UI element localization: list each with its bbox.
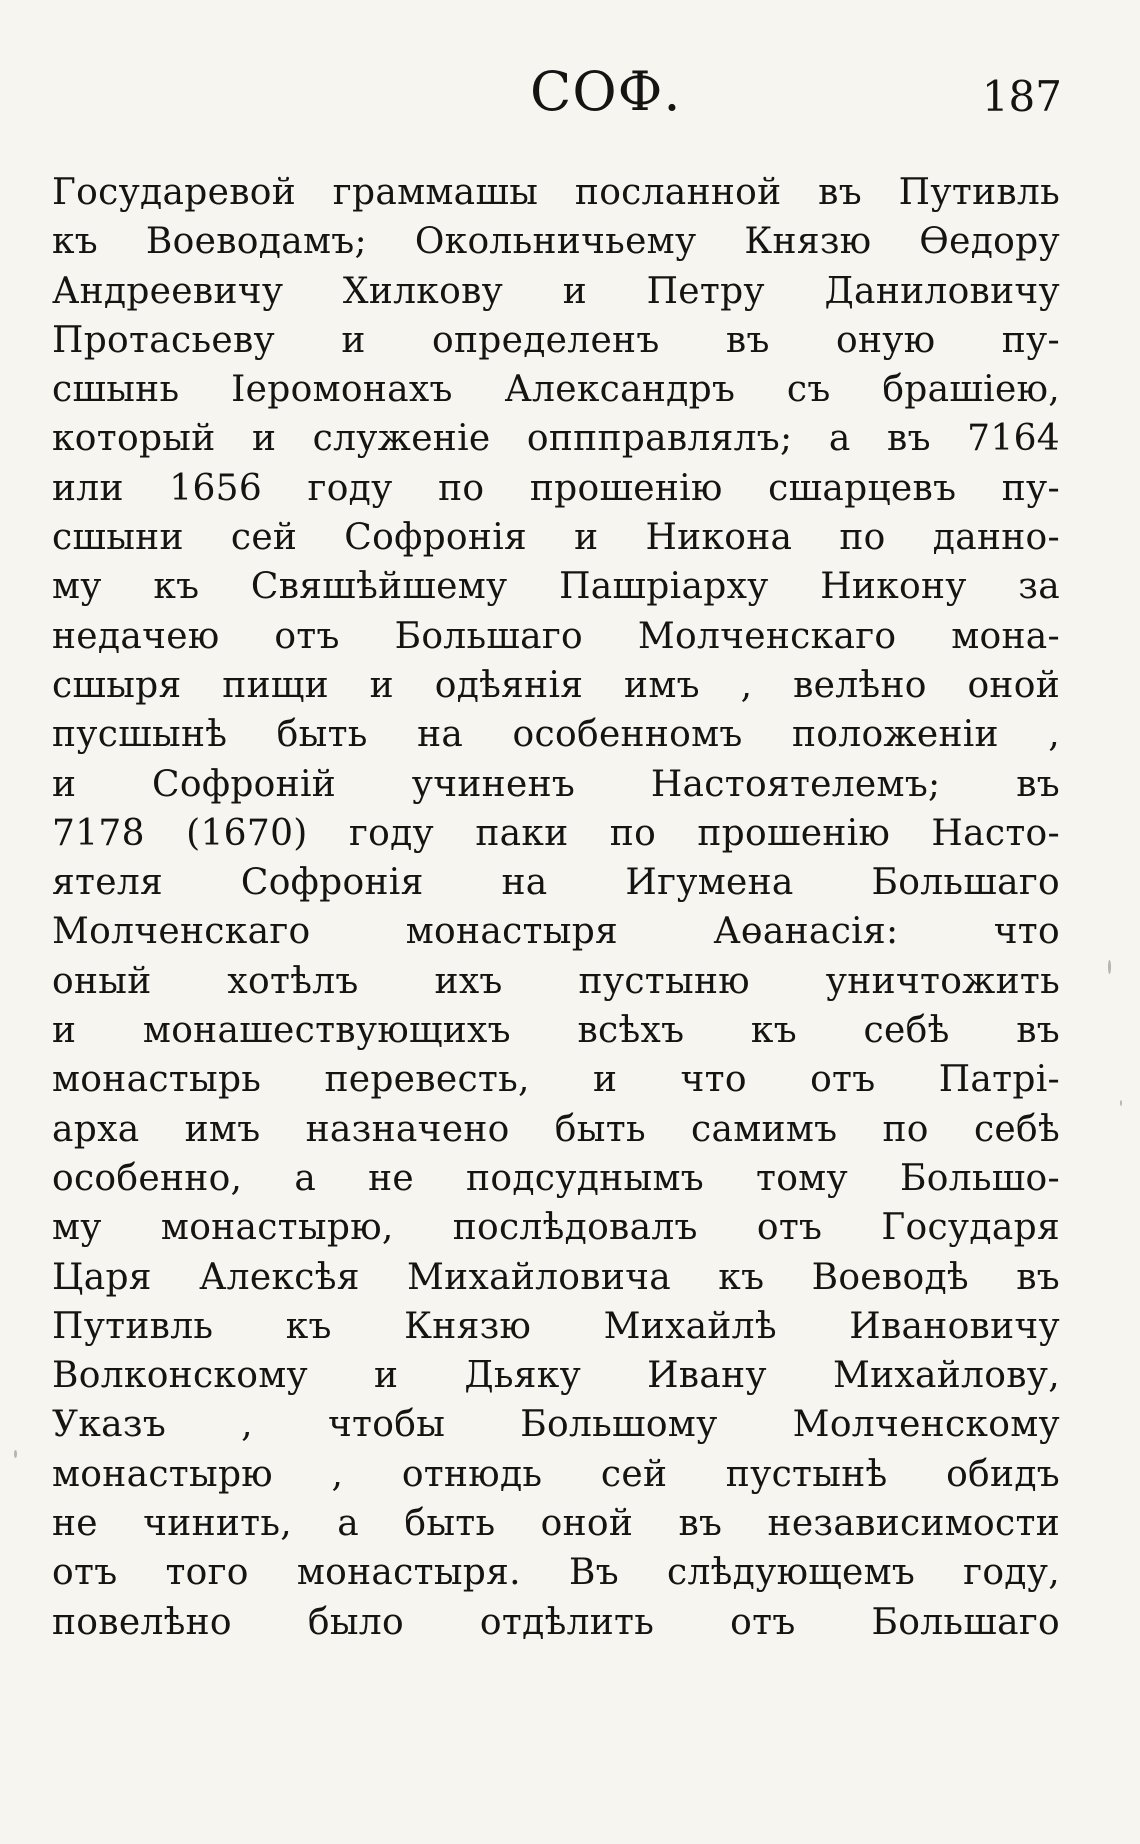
text-line: му монастырю, послѣдовалъ отъ Государя — [52, 1207, 1060, 1249]
page-number: 187 — [981, 72, 1062, 121]
text-line: му къ Свяшѣйшему Пашріарху Никону за — [52, 566, 1060, 608]
text-line: который и служеніе оппправлялъ; а въ 7164 — [52, 418, 1060, 460]
text-line: Государевой граммашы посланной въ Путивль — [52, 172, 1060, 213]
text-line: къ Воеводамъ; Окольничьему Князю Өедору — [52, 221, 1060, 263]
text-line: Волконскому и Дьяку Ивану Михайлову, — [52, 1355, 1060, 1397]
text-line: недачею отъ Большаго Молченскаго мона- — [52, 615, 1060, 657]
text-line: сшыря пищи и одѣянія имъ , велѣно оной — [52, 664, 1060, 706]
text-line: и монашествующихъ всѣхъ къ себѣ въ — [52, 1010, 1060, 1052]
text-line: монастырь перевесть, и что отъ Патрі- — [52, 1059, 1060, 1101]
text-line: ятеля Софронія на Игумена Большаго — [52, 862, 1060, 904]
text-line: сшыни сей Софронія и Никона по данно- — [52, 517, 1060, 559]
text-line: монастырю , отнюдь сей пустынѣ обидъ — [52, 1453, 1060, 1495]
text-line: повелѣно было отдѣлить отъ Большаго — [52, 1601, 1060, 1643]
body-text — [52, 168, 1060, 1647]
text-line: арха имъ назначено быть самимъ по себѣ — [52, 1108, 1060, 1150]
text-line: Указъ , чтобы Большому Молченскому — [52, 1404, 1060, 1446]
running-head-title: СОФ. — [530, 60, 682, 123]
paper-speck — [1108, 960, 1111, 974]
paper-speck — [14, 1450, 17, 1458]
text-line: Путивль къ Князю Михайлѣ Ивановичу — [52, 1305, 1060, 1347]
text-line: Андреевичу Хилкову и Петру Даниловичу — [52, 270, 1060, 312]
text-line: отъ того монастыря. Въ слѣдующемъ году, — [52, 1552, 1060, 1594]
text-line: не чинить, а быть оной въ независимости — [52, 1503, 1060, 1545]
paper-speck — [1120, 1100, 1122, 1106]
text-line: оный хотѣлъ ихъ пустыню уничтожить — [52, 960, 1060, 1002]
text-line: или 1656 году по прошенію сшарцевъ пу- — [52, 467, 1060, 509]
text-line: Царя Алексѣя Михайловича къ Воеводѣ въ — [52, 1256, 1060, 1298]
text-line: 7178 (1670) году паки по прошенію Насто- — [52, 812, 1060, 854]
text-line: сшынь Іеромонахъ Александръ съ брашіею, — [52, 369, 1060, 411]
text-line: особенно, а не подсуднымъ тому Большо- — [52, 1157, 1060, 1199]
text-line: и Софроній учиненъ Настоятелемъ; въ — [52, 763, 1060, 805]
text-line: Протасьеву и определенъ въ оную пу- — [52, 319, 1060, 361]
running-head — [0, 52, 1140, 132]
text-line: пусшынѣ быть на особенномъ положеніи , — [52, 714, 1060, 756]
text-line: Молченскаго монастыря Аөанасія: что — [52, 911, 1060, 953]
